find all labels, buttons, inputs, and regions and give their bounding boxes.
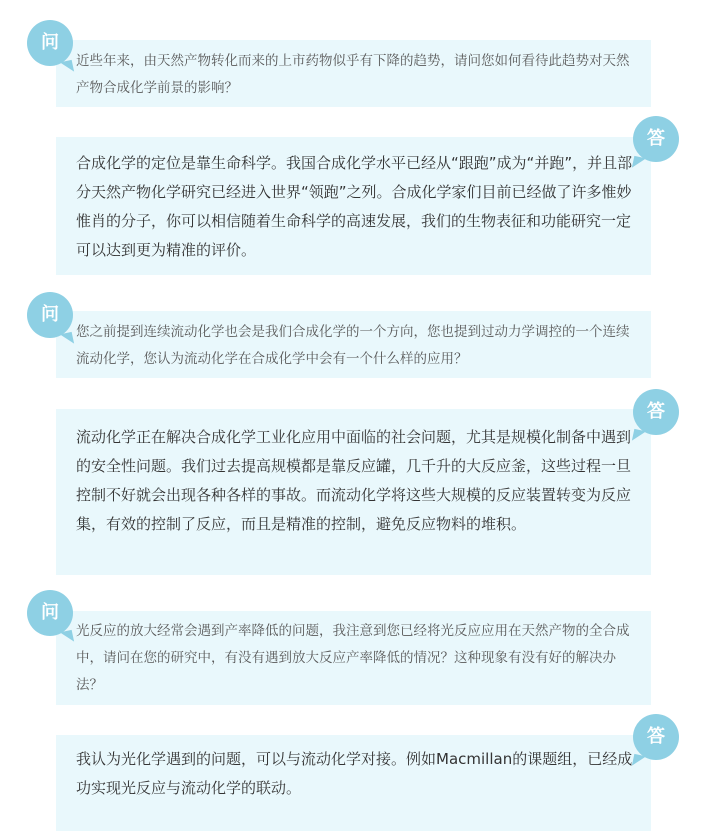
answer-box-2 <box>56 409 651 575</box>
answer-box-1 <box>56 137 651 275</box>
answer-box-3 <box>56 735 651 831</box>
question-text-3: 光反应的放大经常会遇到产率降低的问题，我注意到您已经将光反应应用在天然产物的全合成中，请问在您的研究中，有没有遇到放大反应产率降低的情况？这种现象有没有好的解决办法？ <box>76 623 630 693</box>
answer-badge-label: 答 <box>647 128 665 149</box>
question-badge-label: 问 <box>41 32 59 53</box>
answer-badge-label: 答 <box>647 401 665 422</box>
question-badge-label: 问 <box>41 602 59 623</box>
answer-text-2: 流动化学正在解决合成化学工业化应用中面临的社会问题，尤其是规模化制备中遇到的安全性问题。我们过去提高规模都是靠反应罐，几千升的大反应釜，这些过程一旦控制不好就会出现各种各样的事故。而流动化学将这些大规模的反应装置转变为反应集，有效的控制了反应，而且是精准的控制，避免反应物料的堆积。 <box>76 428 632 533</box>
question-badge-icon <box>27 20 73 66</box>
answer-text-1: 合成化学的定位是靠生命科学。我国合成化学水平已经从“跟跑”成为“并跑”，并且部分天然产物化学研究已经进入世界“领跑”之列。合成化学家们目前已经做了许多惟妙惟肖的分子，你可以相信随着生命科学的高速发展，我们的生物表征和功能研究一定可以达到更为精准的评价。 <box>76 154 633 259</box>
question-badge-icon <box>27 590 73 636</box>
answer-badge-icon <box>633 389 679 435</box>
answer-badge-icon <box>633 714 679 760</box>
question-text-2: 您之前提到连续流动化学也会是我们合成化学的一个方向，您也提到过动力学调控的一个连续流动化学，您认为流动化学在合成化学中会有一个什么样的应用？ <box>76 324 630 367</box>
question-box-1 <box>56 40 651 107</box>
answer-text-3: 我认为光化学遇到的问题，可以与流动化学对接。例如Macmillan的课题组，已经成功实现光反应与流动化学的联动。 <box>76 750 633 797</box>
question-badge-icon <box>27 292 73 338</box>
answer-badge-label: 答 <box>647 726 665 747</box>
question-box-3 <box>56 611 651 705</box>
question-badge-label: 问 <box>41 304 59 325</box>
question-text-1: 近些年来，由天然产物转化而来的上市药物似乎有下降的趋势，请问您如何看待此趋势对天然产物合成化学前景的影响？ <box>76 53 630 96</box>
question-box-2 <box>56 311 651 378</box>
answer-badge-icon <box>633 116 679 162</box>
